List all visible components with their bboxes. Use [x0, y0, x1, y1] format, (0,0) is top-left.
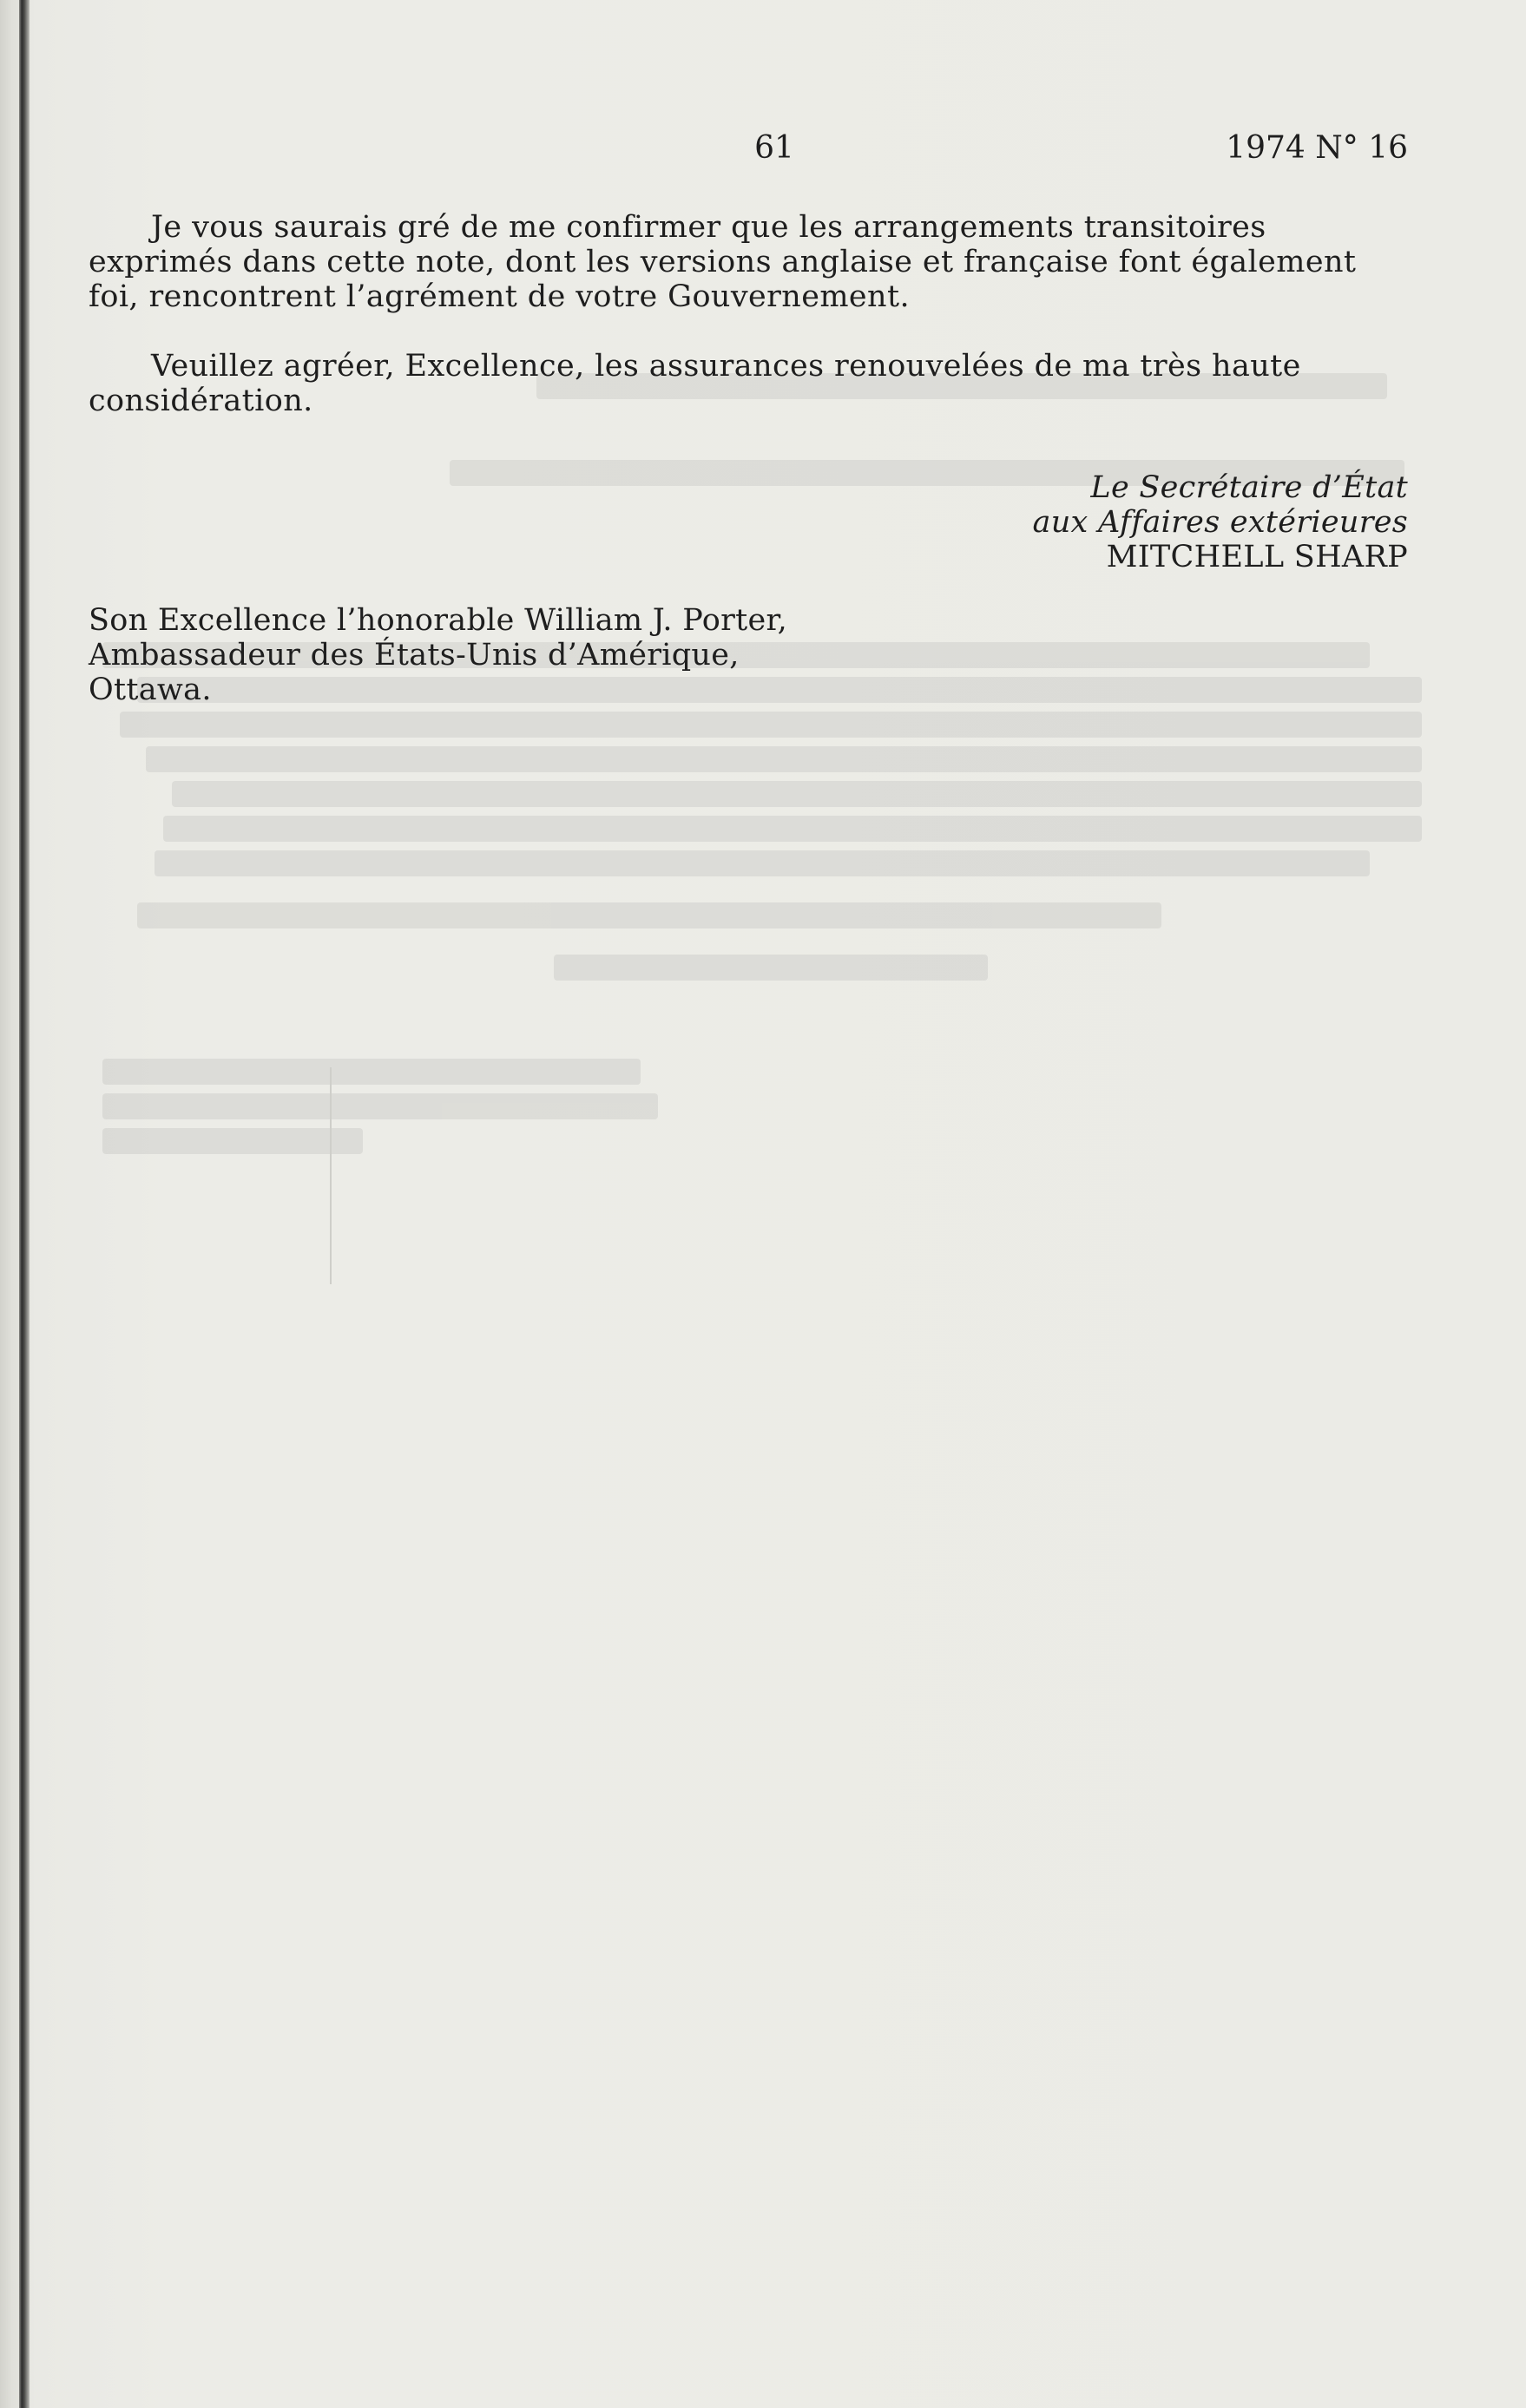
- signatory-name: MITCHELL SHARP: [1106, 540, 1408, 574]
- addressee-line-1: Son Excellence l’honorable William J. Porter,: [89, 603, 788, 638]
- paper-scratch-mark: [330, 1067, 332, 1284]
- page-binding-edge: [19, 0, 30, 2408]
- addressee-line-3: Ottawa.: [89, 673, 212, 707]
- body-paragraph-confirmation: [89, 210, 1408, 314]
- signatory-title-line-2: aux Affaires extérieures: [1032, 505, 1408, 540]
- page-number: 61: [754, 130, 794, 166]
- paragraph-text: Je vous saurais gré de me confirmer que les arrangements transitoires exprimés dans cette note, dont les versions anglaise et française font également foi, rencontrent l’agrément de votre Gouvernement.: [89, 210, 1357, 314]
- body-paragraph-closing: [89, 349, 1408, 418]
- series-reference: 1974 N° 16: [1226, 130, 1408, 166]
- addressee-line-2: Ambassadeur des États-Unis d’Amérique,: [89, 638, 740, 673]
- paragraph-text: Veuillez agréer, Excellence, les assurances renouvelées de ma très haute considération.: [89, 349, 1301, 418]
- page-header: [89, 130, 1408, 174]
- signature-block: [1033, 470, 1408, 574]
- addressee-block: [89, 603, 787, 707]
- signatory-title-line-1: Le Secrétaire d’État: [1090, 470, 1408, 505]
